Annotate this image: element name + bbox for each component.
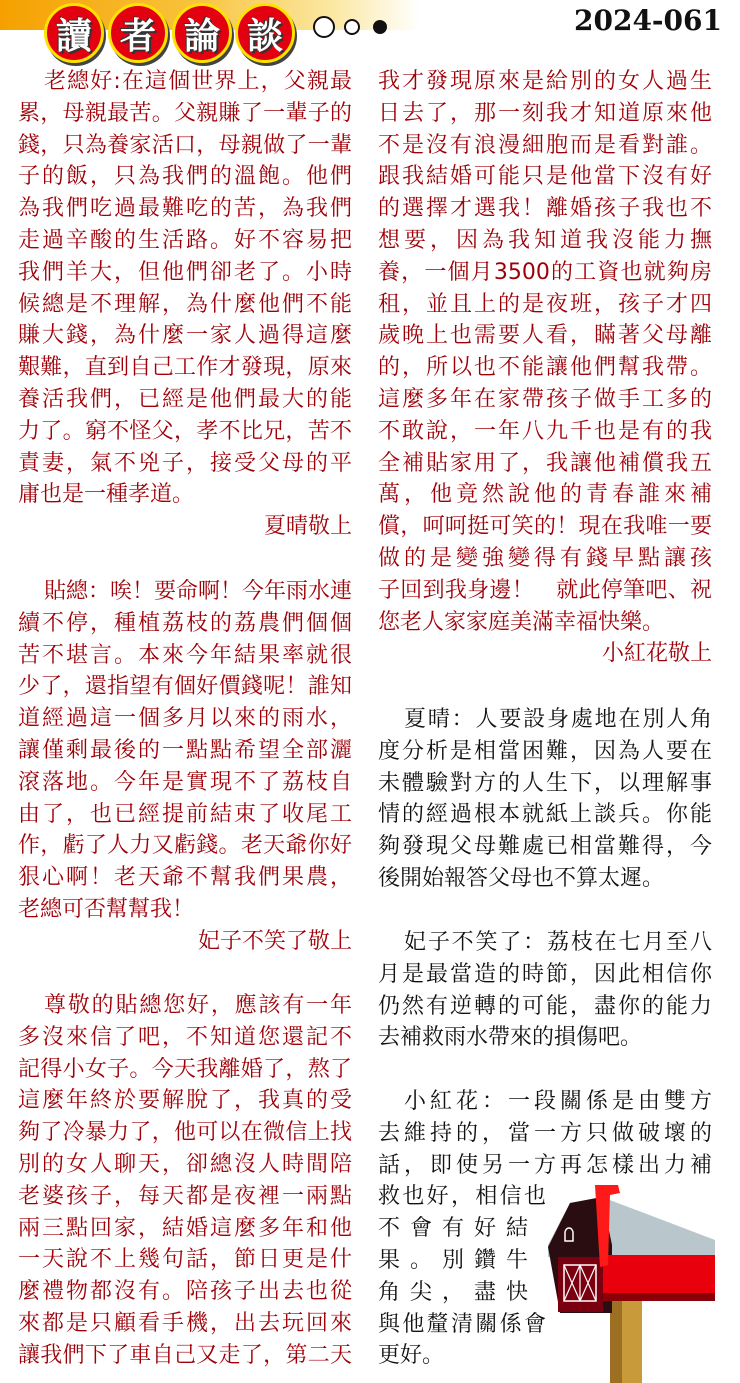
text-line: 做的是變強變得有錢早點讓孩 <box>378 545 712 571</box>
text-line: 責妻，氣不兇子，接受父母的平 <box>18 450 352 476</box>
text-line: 別的女人聊天，卻總沒人時間陪 <box>18 1151 352 1177</box>
text-line: 去補救雨水帶來的損傷吧。 <box>378 1025 643 1051</box>
text-line: 租，並且上的是夜班，孩子才四 <box>378 291 712 317</box>
text-line: 歲晚上也需要人看，瞞著父母離 <box>378 323 712 349</box>
text-line: 作，虧了人力又虧錢。老天爺你好 <box>18 833 352 859</box>
text-line: 全補貼家用了，我讓他補償我五 <box>378 450 712 476</box>
text-line: 養活我們，已經是他們最大的能 <box>18 386 352 412</box>
text-line: 老總可否幫幫我！ <box>18 896 195 922</box>
text-line: 更好。 <box>378 1343 445 1369</box>
text-line: 我們羊大，但他們卻老了。小時 <box>18 259 352 285</box>
text-line: 日去了，那一刻我才知道原來他 <box>378 100 712 126</box>
text-line: 道經過這一個多月以來的雨水， <box>18 706 352 732</box>
text-line: 少了，還指望有個好價錢呢！誰知 <box>18 674 352 700</box>
text-line: 讓我們下了車自己又走了，第二天 <box>18 1342 352 1368</box>
text-line: 的，所以也不能讓他們幫我帶。 <box>378 355 712 381</box>
text-line: 小紅花：一段關係是由雙方 <box>404 1089 712 1114</box>
text-line: 情的經過根本就紙上談兵。你能 <box>378 802 712 828</box>
text-line: 月是最當造的時節，因此相信你 <box>378 961 712 987</box>
text-line: 為我們吃過最難吃的苦，為我們 <box>18 196 352 222</box>
reply-1 <box>378 704 712 895</box>
issue-number: 2024-061 <box>574 4 722 37</box>
text-line: 的選擇才選我！離婚孩子我也不 <box>378 196 712 222</box>
text-line: 與他釐清關係會 <box>378 1311 546 1337</box>
letter-1 <box>18 66 352 543</box>
text-line: 夏晴：人要設身處地在別人角 <box>404 707 712 732</box>
text-line: 角尖，盡快 <box>378 1279 528 1305</box>
text-line: 度分析是相當困難，因為人要在 <box>378 738 712 764</box>
signature: 妃子不笑了敬上 <box>197 928 352 954</box>
text-line: 來都是只顧看手機，出去玩回來 <box>18 1310 352 1336</box>
text-line: 未體驗對方的人生下，以理解事 <box>378 770 712 796</box>
text-line: 力了。窮不怪父，孝不比兄，苦不 <box>18 418 352 444</box>
text-line: 艱難，直到自己工作才發現，原來 <box>18 355 352 381</box>
text-line: 跟我結婚可能只是他當下沒有好 <box>378 164 712 190</box>
letter-3-continued <box>378 66 712 670</box>
text-line: 狠心啊！老天爺不幫我們果農， <box>18 865 352 891</box>
text-line: 尊敬的貼總您好，應該有一年 <box>44 993 352 1018</box>
text-line: 一天說不上幾句話，節日更是什 <box>18 1247 352 1273</box>
text-line: 夠了冷暴力了，他可以在微信上找 <box>18 1120 352 1146</box>
text-line: 子的飯，只為我們的溫飽。他們 <box>18 164 352 190</box>
text-line: 走過辛酸的生活路。好不容易把 <box>18 227 352 253</box>
title-badge: 者 <box>108 3 168 63</box>
text-line: 讓僅剩最後的一點點希望全部灑 <box>18 737 352 763</box>
text-line: 我才發現原來是給別的女人過生 <box>378 69 712 94</box>
text-line: 累，母親最苦。父親賺了一輩子的 <box>18 100 352 126</box>
mailbox-icon <box>540 1185 720 1383</box>
text-line: 候總是不理解，為什麼他們不能 <box>18 291 352 317</box>
text-line: 苦不堪言。本來今年結果率就很 <box>18 642 352 668</box>
title-badge: 論 <box>172 3 232 63</box>
text-line: 庸也是一種孝道。 <box>18 482 195 508</box>
title-badge: 讀 <box>44 3 104 63</box>
letter-3 <box>18 990 352 1372</box>
circle-dot-icon <box>313 16 335 38</box>
text-line: 仍然有逆轉的可能，盡你的能力 <box>378 993 712 1019</box>
text-line: 子回到我身邊！ 就此停筆吧、祝 <box>378 577 712 603</box>
text-line: 償，呵呵挺可笑的！現在我唯一要 <box>378 514 712 540</box>
text-line: 這麼年終於要解脫了，我真的受 <box>18 1088 352 1114</box>
text-line: 果。別鑽牛 <box>378 1247 528 1273</box>
text-line: 您老人家家庭美滿幸福快樂。 <box>378 609 665 635</box>
text-line: 不是沒有浪漫細胞而是看對誰。 <box>378 132 712 158</box>
signature: 夏晴敬上 <box>263 514 352 540</box>
reply-2 <box>378 927 712 1054</box>
text-line: 救也好，相信也 <box>378 1184 546 1210</box>
text-line: 夠發現父母難處已相當難得，今 <box>378 834 712 860</box>
text-line: 話，即使另一方再怎樣出力補 <box>378 1152 712 1178</box>
text-line: 想要，因為我知道我沒能力撫 <box>378 227 712 253</box>
text-line: 賺大錢，為什麼一家人過得這麼 <box>18 323 352 349</box>
text-line: 麼禮物都沒有。陪孩子出去也從 <box>18 1279 352 1305</box>
text-line: 這麼多年在家帶孩子做手工多的 <box>378 386 712 412</box>
text-line: 萬，他竟然說他的青春誰來補 <box>378 482 712 508</box>
text-line: 貼總：唉！要命啊！今年雨水連 <box>44 579 353 604</box>
text-line: 多沒來信了吧，不知道您還記不 <box>18 1024 352 1050</box>
text-line: 老總好:在這個世界上，父親最 <box>44 69 352 94</box>
letter-2 <box>18 576 352 958</box>
title-badge: 談 <box>235 3 295 63</box>
text-line: 養，一個月3500的工資也就夠房 <box>378 259 712 285</box>
filled-dot-icon <box>373 20 387 34</box>
text-line: 不會有好結 <box>378 1216 528 1242</box>
text-line: 錢，只為養家活口，母親做了一輩 <box>18 132 352 158</box>
text-line: 由了，也已經提前結束了收尾工 <box>18 801 352 827</box>
text-line: 記得小女子。今天我離婚了，熬了 <box>18 1056 352 1082</box>
signature: 小紅花敬上 <box>601 641 712 667</box>
text-line: 滾落地。今年是實現不了荔枝自 <box>18 769 352 795</box>
text-line: 老婆孩子，每天都是夜裡一兩點 <box>18 1183 352 1209</box>
text-line: 續不停，種植荔枝的荔農們個個 <box>18 610 352 636</box>
text-line: 兩三點回家，結婚這麼多年和他 <box>18 1215 352 1241</box>
text-line: 後開始報答父母也不算太遲。 <box>378 865 665 891</box>
text-line: 去維持的，當一方只做破壞的 <box>378 1120 712 1146</box>
text-line: 妃子不笑了：荔枝在七月至八 <box>404 930 712 955</box>
text-line: 不敢說，一年八九千也是有的我 <box>378 418 712 444</box>
circle-dot-icon <box>344 19 360 35</box>
